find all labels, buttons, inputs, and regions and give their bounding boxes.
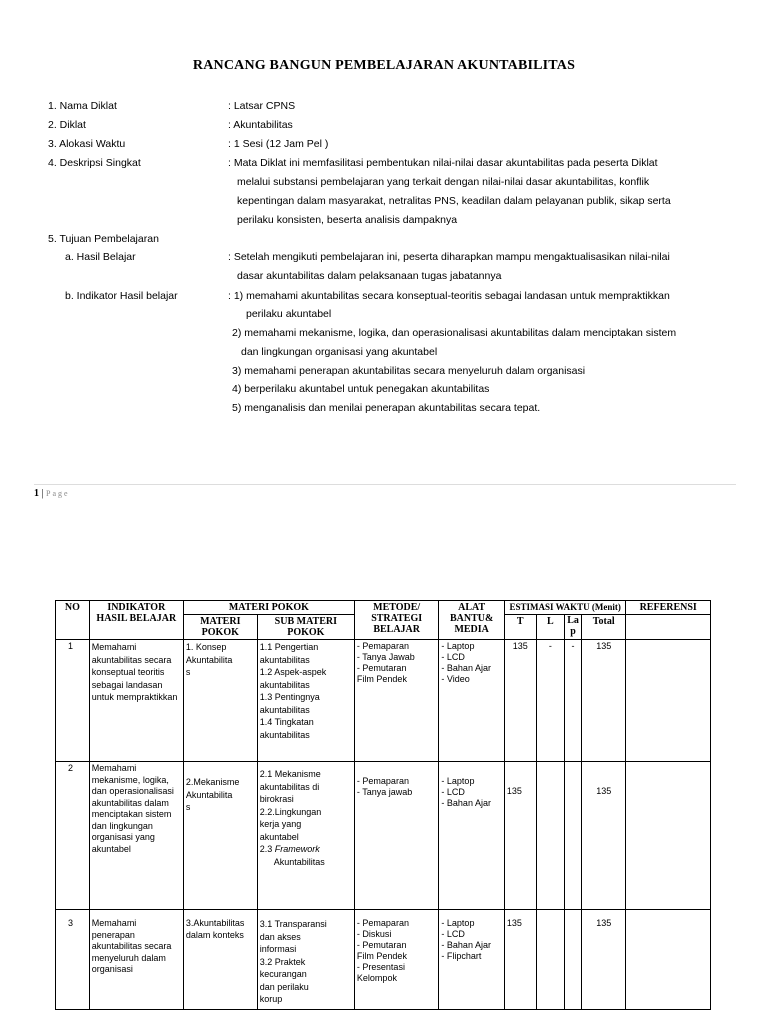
- row-3-metode: - Pemaparan - Diskusi - Pemutaran Film Pendek - Presentasi Kelompok: [354, 910, 439, 1010]
- field-label-nama: 1. Nama Diklat: [48, 100, 117, 112]
- row-1-no: 1: [56, 640, 90, 762]
- indikator-line-1: : 1) memahami akuntabilitas secara konseptual-teoritis sebagai landasan untuk mempraktikkan: [228, 290, 670, 302]
- field-value-deskripsi: : Mata Diklat ini memfasilitasi pembentukan nilai-nilai dasar akuntabilitas pada peserta Diklat: [228, 157, 658, 169]
- field-value-alokasi: : 1 Sesi (12 Jam Pel ): [228, 138, 329, 150]
- row-2-referensi: [626, 762, 711, 910]
- row-2-total: 135: [582, 762, 626, 910]
- row-2-sub-materi: [257, 762, 354, 910]
- row-2-sub-italic: Framework: [274, 844, 320, 854]
- table-row: [56, 910, 711, 1010]
- indikator-line-3: 2) memahami mekanisme, logika, dan operasionalisasi akuntabilitas dalam menciptakan sistem: [232, 327, 677, 339]
- field-label-diklat: 2. Diklat: [48, 119, 86, 131]
- row-2-materi: 2.Mekanisme Akuntabilita s: [183, 762, 257, 910]
- document-title: RANCANG BANGUN PEMBELAJARAN AKUNTABILITAS: [192, 58, 576, 73]
- table-row: [56, 640, 711, 762]
- indikator-line-2: perilaku akuntabel: [246, 308, 332, 320]
- row-3-referensi: [626, 910, 711, 1010]
- indikator-line-4: dan lingkungan organisasi yang akuntabel: [241, 346, 438, 358]
- header-alat: ALAT BANTU& MEDIA: [439, 601, 504, 640]
- header-referensi-blank: [626, 615, 711, 640]
- header-metode: METODE/ STRATEGI BELAJAR: [354, 601, 439, 640]
- row-1-lap: -: [565, 640, 582, 762]
- header-materi-pokok: MATERI POKOK: [183, 601, 354, 615]
- page-separator: |: [39, 488, 47, 499]
- field-label-alokasi: 3. Alokasi Waktu: [48, 138, 126, 150]
- indikator-line-5: 3) memahami penerapan akuntabilitas secara menyeluruh dalam organisasi: [232, 365, 586, 377]
- indikator-line-7: 5) menganalisis dan menilai penerapan akuntabilitas secara tepat.: [232, 402, 541, 414]
- row-2-metode: - Pemaparan - Tanya jawab: [354, 762, 439, 910]
- row-2-no: 2: [56, 762, 90, 910]
- row-3-l: [536, 910, 565, 1010]
- field-label-deskripsi: 4. Deskripsi Singkat: [48, 157, 141, 169]
- row-1-sub-materi: 1.1 Pengertian akuntabilitas 1.2 Aspek-aspek akuntabilitas 1.3 Pentingnya akuntabilitas 1.4 Tingkatan akuntabilitas: [257, 640, 354, 762]
- row-1-indikator: Memahami akuntabilitas secara konseptual teoritis sebagai landasan untuk mempraktikkan: [89, 640, 183, 762]
- row-1-materi: 1. Konsep Akuntabilita s: [183, 640, 257, 762]
- row-1-total: 135: [582, 640, 626, 762]
- row-1-t: 135: [504, 640, 536, 762]
- row-3-indikator: Memahami penerapan akuntabilitas secara menyeluruh dalam organisasi: [89, 910, 183, 1010]
- learning-design-table: [55, 600, 711, 1010]
- tujuan-label: 5. Tujuan Pembelajaran: [48, 233, 159, 245]
- indikator-line-6: 4) berperilaku akuntabel untuk penegakan akuntabilitas: [232, 383, 490, 395]
- table-row: [56, 762, 711, 910]
- deskripsi-line-2: melalui substansi pembelajaran yang terkait dengan nilai-nilai dasar akuntabilitas, konflik: [237, 176, 650, 188]
- field-value-diklat: : Akuntabilitas: [228, 119, 293, 131]
- row-3-materi: 3.Akuntabilitas dalam konteks: [183, 910, 257, 1010]
- hasil-belajar-label: a. Hasil Belajar: [65, 251, 136, 263]
- row-3-lap: [565, 910, 582, 1010]
- row-1-referensi: [626, 640, 711, 762]
- page-footer: [34, 488, 70, 499]
- header-indikator: INDIKATOR HASIL BELAJAR: [89, 601, 183, 640]
- hasil-belajar-value: : Setelah mengikuti pembelajaran ini, peserta diharapkan mampu mengaktualisasikan nilai-nilai: [228, 251, 670, 263]
- row-2-indikator: Memahami mekanisme, logika, dan operasionalisasi akuntabilitas dalam menciptakan sistem dan lingkungan organisasi yang akuntabel: [89, 762, 183, 910]
- header-lap: La p: [565, 615, 582, 640]
- field-value-nama: : Latsar CPNS: [228, 100, 296, 112]
- header-l: L: [536, 615, 565, 640]
- hasil-belajar-line-2: dasar akuntabilitas dalam pelaksanaan tugas jabatannya: [237, 270, 502, 282]
- header-sub-sub: SUB MATERI POKOK: [257, 615, 354, 640]
- row-2-l: [536, 762, 565, 910]
- row-1-metode: - Pemaparan - Tanya Jawab - Pemutaran Film Pendek: [354, 640, 439, 762]
- row-3-total: 135: [582, 910, 626, 1010]
- header-t: T: [504, 615, 536, 640]
- row-2-t: 135: [504, 762, 536, 910]
- header-estimasi: ESTIMASI WAKTU (Menit): [504, 601, 626, 615]
- header-sub-materi: MATERI POKOK: [183, 615, 257, 640]
- page-footer-rule: [34, 484, 736, 485]
- page-number: 1: [34, 488, 39, 499]
- row-3-no: 3: [56, 910, 90, 1010]
- row-2-alat: - Laptop - LCD - Bahan Ajar: [439, 762, 504, 910]
- row-1-alat: - Laptop - LCD - Bahan Ajar - Video: [439, 640, 504, 762]
- row-2-sub-tail: Akuntabilitas: [273, 856, 325, 867]
- header-referensi: REFERENSI: [626, 601, 711, 615]
- header-no: NO: [56, 601, 90, 640]
- deskripsi-line-4: perilaku konsisten, beserta analisis dampaknya: [237, 214, 458, 226]
- row-3-alat: - Laptop - LCD - Bahan Ajar - Flipchart: [439, 910, 504, 1010]
- table-header-row-1: [56, 601, 711, 615]
- deskripsi-line-3: kepentingan dalam masyarakat, netralitas PNS, keadilan dalam pelayanan publik, sikap serta: [237, 195, 671, 207]
- indikator-label: b. Indikator Hasil belajar: [65, 290, 178, 302]
- row-2-lap: [565, 762, 582, 910]
- page-word: Page: [46, 489, 70, 498]
- row-3-t: 135: [504, 910, 536, 1010]
- row-1-l: -: [536, 640, 565, 762]
- row-2-sub-text: 2.1 Mekanisme akuntabilitas di birokrasi 2.2.Lingkungan kerja yang akuntabel 2.3: [259, 769, 322, 854]
- row-3-sub-materi: 3.1 Transparansi dan akses informasi 3.2 Praktek kecurangan dan perilaku korup: [257, 910, 354, 1010]
- header-total: Total: [582, 615, 626, 640]
